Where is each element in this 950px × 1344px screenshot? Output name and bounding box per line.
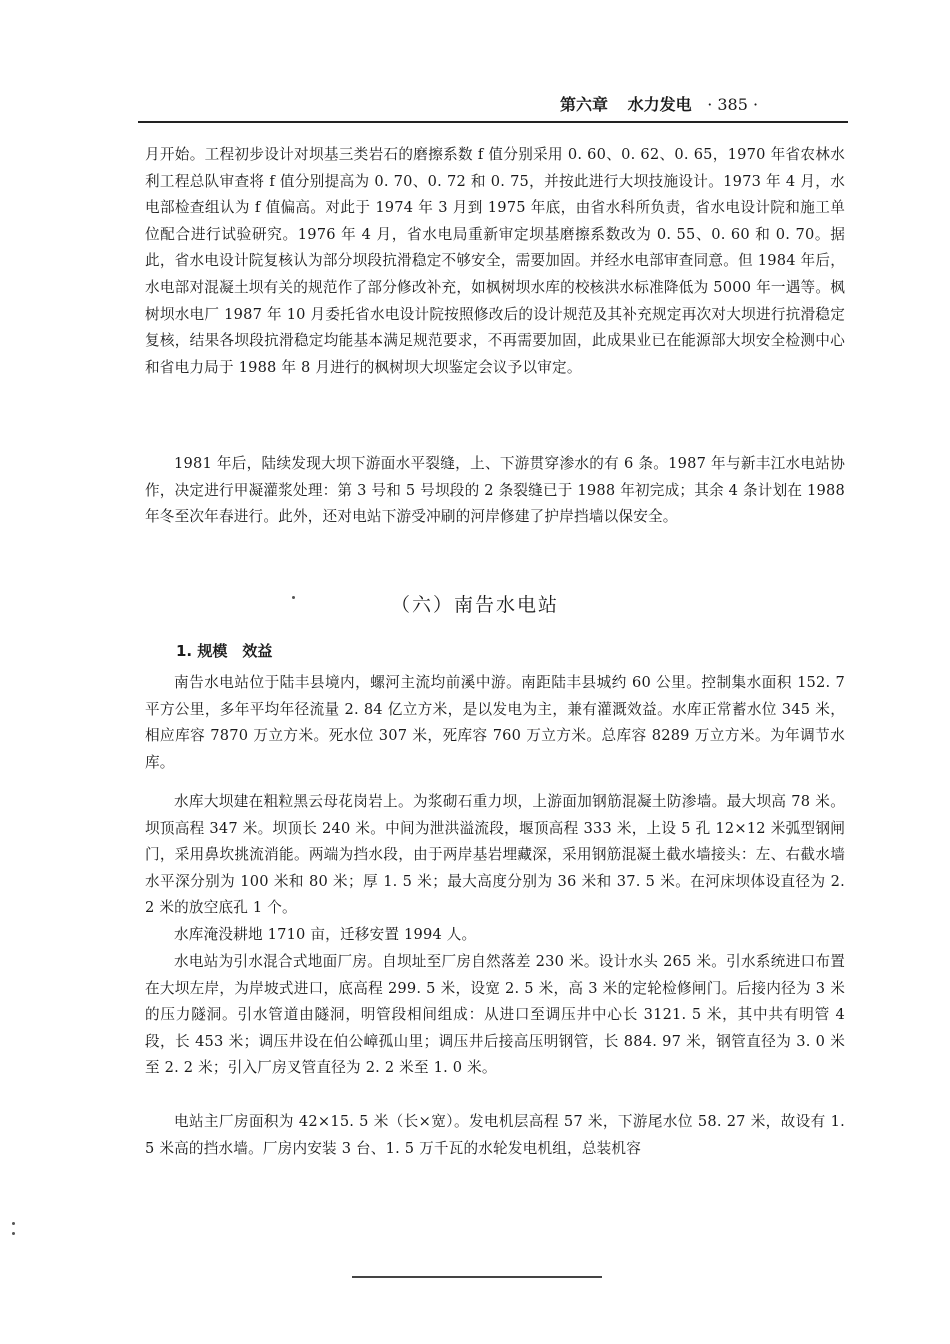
paragraph-cracks: 1981 年后，陆续发现大坝下游面水平裂缝，上、下游贯穿渗水的有 6 条。1987 年与新丰江水电站协作，决定进行甲凝灌浆处理：第 3 号和 5 号坝段的 2 条裂缝已于 1988 年初完成；其余 4 条计划在 1988 年冬至次年春进行。此外，还对电站下游受冲刷的河岸修建了护岸挡墙以保安全。 <box>145 455 845 526</box>
paragraph-location: 南告水电站位于陆丰县境内，螺河主流均前溪中游。南距陆丰县城约 60 公里。控制集水面积 152. 7 平方公里，多年平均年径流量 2. 84 亿立方米，是以发电为主，兼有灌溉效益。水库正常蓄水位 345 米，相应库容 7870 万立方米。死水位 307 米，死库容 760 万立方米。总库容 8289 万立方米。为年调节水库。 <box>145 674 845 771</box>
section-title: （六）南告水电站 <box>390 594 559 616</box>
chapter-number: 第六章 <box>560 95 609 114</box>
page-header <box>560 92 850 115</box>
scan-mark <box>292 596 295 599</box>
paragraph-main-building: 电站主厂房面积为 42×15. 5 米（长×宽）。发电机层高程 57 米，下游尾水位 58. 27 米，故设有 1. 5 米高的挡水墙。厂房内安装 3 台、1. 5 万千瓦的水轮发电机组，总装机容 <box>145 1113 845 1157</box>
header-rule <box>138 121 848 123</box>
footer-scan-line <box>352 1276 602 1278</box>
paragraph-continued: 月开始。工程初步设计对坝基三类岩石的磨擦系数 f 值分别采用 0. 60、0. 62、0. 65，1970 年省农林水利工程总队审查将 f 值分别提高为 0. 70、0. 72 和 0. 75，并按此进行大坝技施设计。1973 年 4 月，水电部检查组认为 f 值偏高。对此于 1974 年 3 月到 1975 年底，由省水科所负责，省水电设计院和施工单位配合进行试验研究。1976 年 4 月，省水电局重新审定坝基磨擦系数改为 0. 55、0. 60 和 0. 70。据此，省水电设计院复核认为部分坝段抗滑稳定不够安全，需要加固。并经水电部审查同意。但 1984 年后，水电部对混凝土坝有关的规范作了部分修改补充，如枫树坝水库的校核洪水标准降低为 5000 年一遇等。枫树坝水电厂 1987 年 10 月委托省水电设计院按照修改后的设计规范及其补充规定再次对大坝进行抗滑稳定复核，结果各坝段抗滑稳定均能基本满足规范要求，不再需要加固，此成果业已在能源部大坝安全检测中心和省电力局于 1988 年 8 月进行的枫树坝大坝鉴定会议予以审定。 <box>145 146 845 376</box>
scan-mark <box>12 1232 15 1235</box>
scan-mark <box>12 1222 15 1225</box>
paragraph-powerhouse: 水电站为引水混合式地面厂房。自坝址至厂房自然落差 230 米。设计水头 265 米。引水系统进口布置在大坝左岸，为岸坡式进口，底高程 299. 5 米，设宽 2. 5 米，高 3 米的定轮检修闸门。后接内径为 3 米的压力隧洞。引水管道由隧洞，明管段相间组成：从进口至调压井中心长 3121. 5 米，其中共有明管 4 段，长 453 米；调压井设在伯公嶂孤山里；调压井后接高压明钢管，长 884. 97 米，钢管直径为 3. 0 米至 2. 2 米；引入厂房叉管直径为 2. 2 米至 1. 0 米。 <box>145 953 845 1077</box>
subsection-heading: 1. 规模 效益 <box>176 642 273 660</box>
chapter-title: 水力发电 <box>627 95 692 114</box>
paragraph-dam: 水库大坝建在粗粒黑云母花岗岩上。为浆砌石重力坝，上游面加钢筋混凝土防渗墙。最大坝高 78 米。坝顶高程 347 米。坝顶长 240 米。中间为泄洪溢流段，堰顶高程 333 米，上设 5 孔 12×12 米弧型钢闸门，采用鼻坎挑流消能。两端为挡水段，由于两岸基岩埋藏深，采用钢筋混凝土截水墙接头：左、右截水墙水平深分别为 100 米和 80 米；厚 1. 5 米；最大高度分别为 36 米和 37. 5 米。在河床坝体设直径为 2. 2 米的放空底孔 1 个。 <box>145 793 845 917</box>
paragraph-resettlement: 水库淹没耕地 1710 亩，迁移安置 1994 人。 <box>174 926 477 943</box>
page-number: · 385 · <box>707 95 759 114</box>
